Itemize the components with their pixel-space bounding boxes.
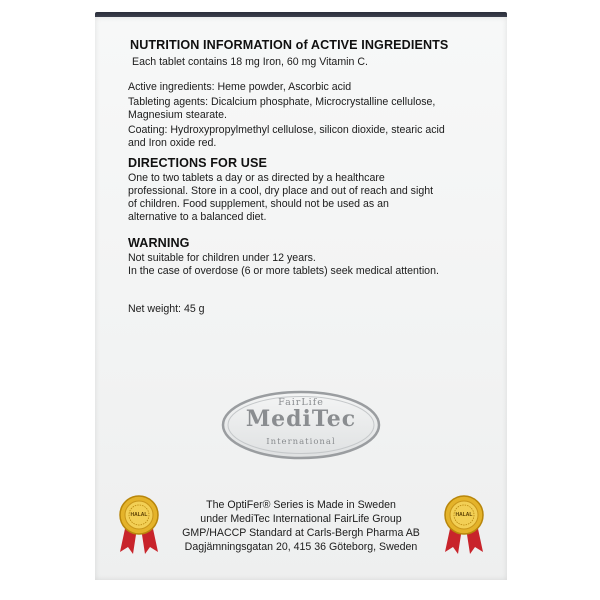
directions-line: of children. Food supplement, should not be used as an [128, 198, 389, 210]
meditec-logo [220, 389, 382, 461]
warning-heading: WARNING [128, 236, 190, 250]
halal-seal-icon [441, 494, 487, 556]
nutrition-heading: NUTRITION INFORMATION of ACTIVE INGREDIENTS [130, 38, 449, 52]
logo-international-text: International [266, 437, 336, 447]
net-weight-text: Net weight: 45 g [128, 303, 205, 315]
coating-text: Coating: Hydroxypropylmethyl cellulose, silicon dioxide, stearic acid [128, 124, 445, 136]
directions-line: One to two tablets a day or as directed by a healthcare [128, 172, 385, 184]
tableting-agents-text-2: Magnesium stearate. [128, 109, 227, 121]
halal-seal-label: HALAL [130, 512, 148, 518]
footer-line: The OptiFer® Series is Made in Sweden [206, 499, 396, 511]
coating-text-2: and Iron oxide red. [128, 137, 217, 149]
logo-meditec-text: MediTec [245, 406, 357, 432]
warning-line: In the case of overdose (6 or more tablets) seek medical attention. [128, 265, 439, 277]
directions-line: alternative to a balanced diet. [128, 211, 267, 223]
footer-line: GMP/HACCP Standard at Carls-Bergh Pharma AB [182, 527, 420, 539]
active-ingredients-text: Active ingredients: Heme powder, Ascorbic acid [128, 81, 352, 93]
logo-fairlife-text: FairLife [278, 397, 324, 408]
per-tablet-text: Each tablet contains 18 mg Iron, 60 mg Vitamin C. [132, 56, 368, 68]
tableting-agents-text: Tableting agents: Dicalcium phosphate, Microcrystalline cellulose, [128, 96, 436, 108]
warning-line: Not suitable for children under 12 years. [128, 252, 316, 264]
directions-line: professional. Store in a cool, dry place and out of reach and sight [128, 185, 434, 197]
footer-line: Dagjämningsgatan 20, 415 36 Göteborg, Sweden [184, 541, 418, 553]
halal-seal-label: HALAL [455, 512, 473, 518]
footer-line: under MediTec International FairLife Group [200, 513, 402, 525]
halal-seal-icon [116, 494, 162, 556]
directions-heading: DIRECTIONS FOR USE [128, 156, 267, 170]
